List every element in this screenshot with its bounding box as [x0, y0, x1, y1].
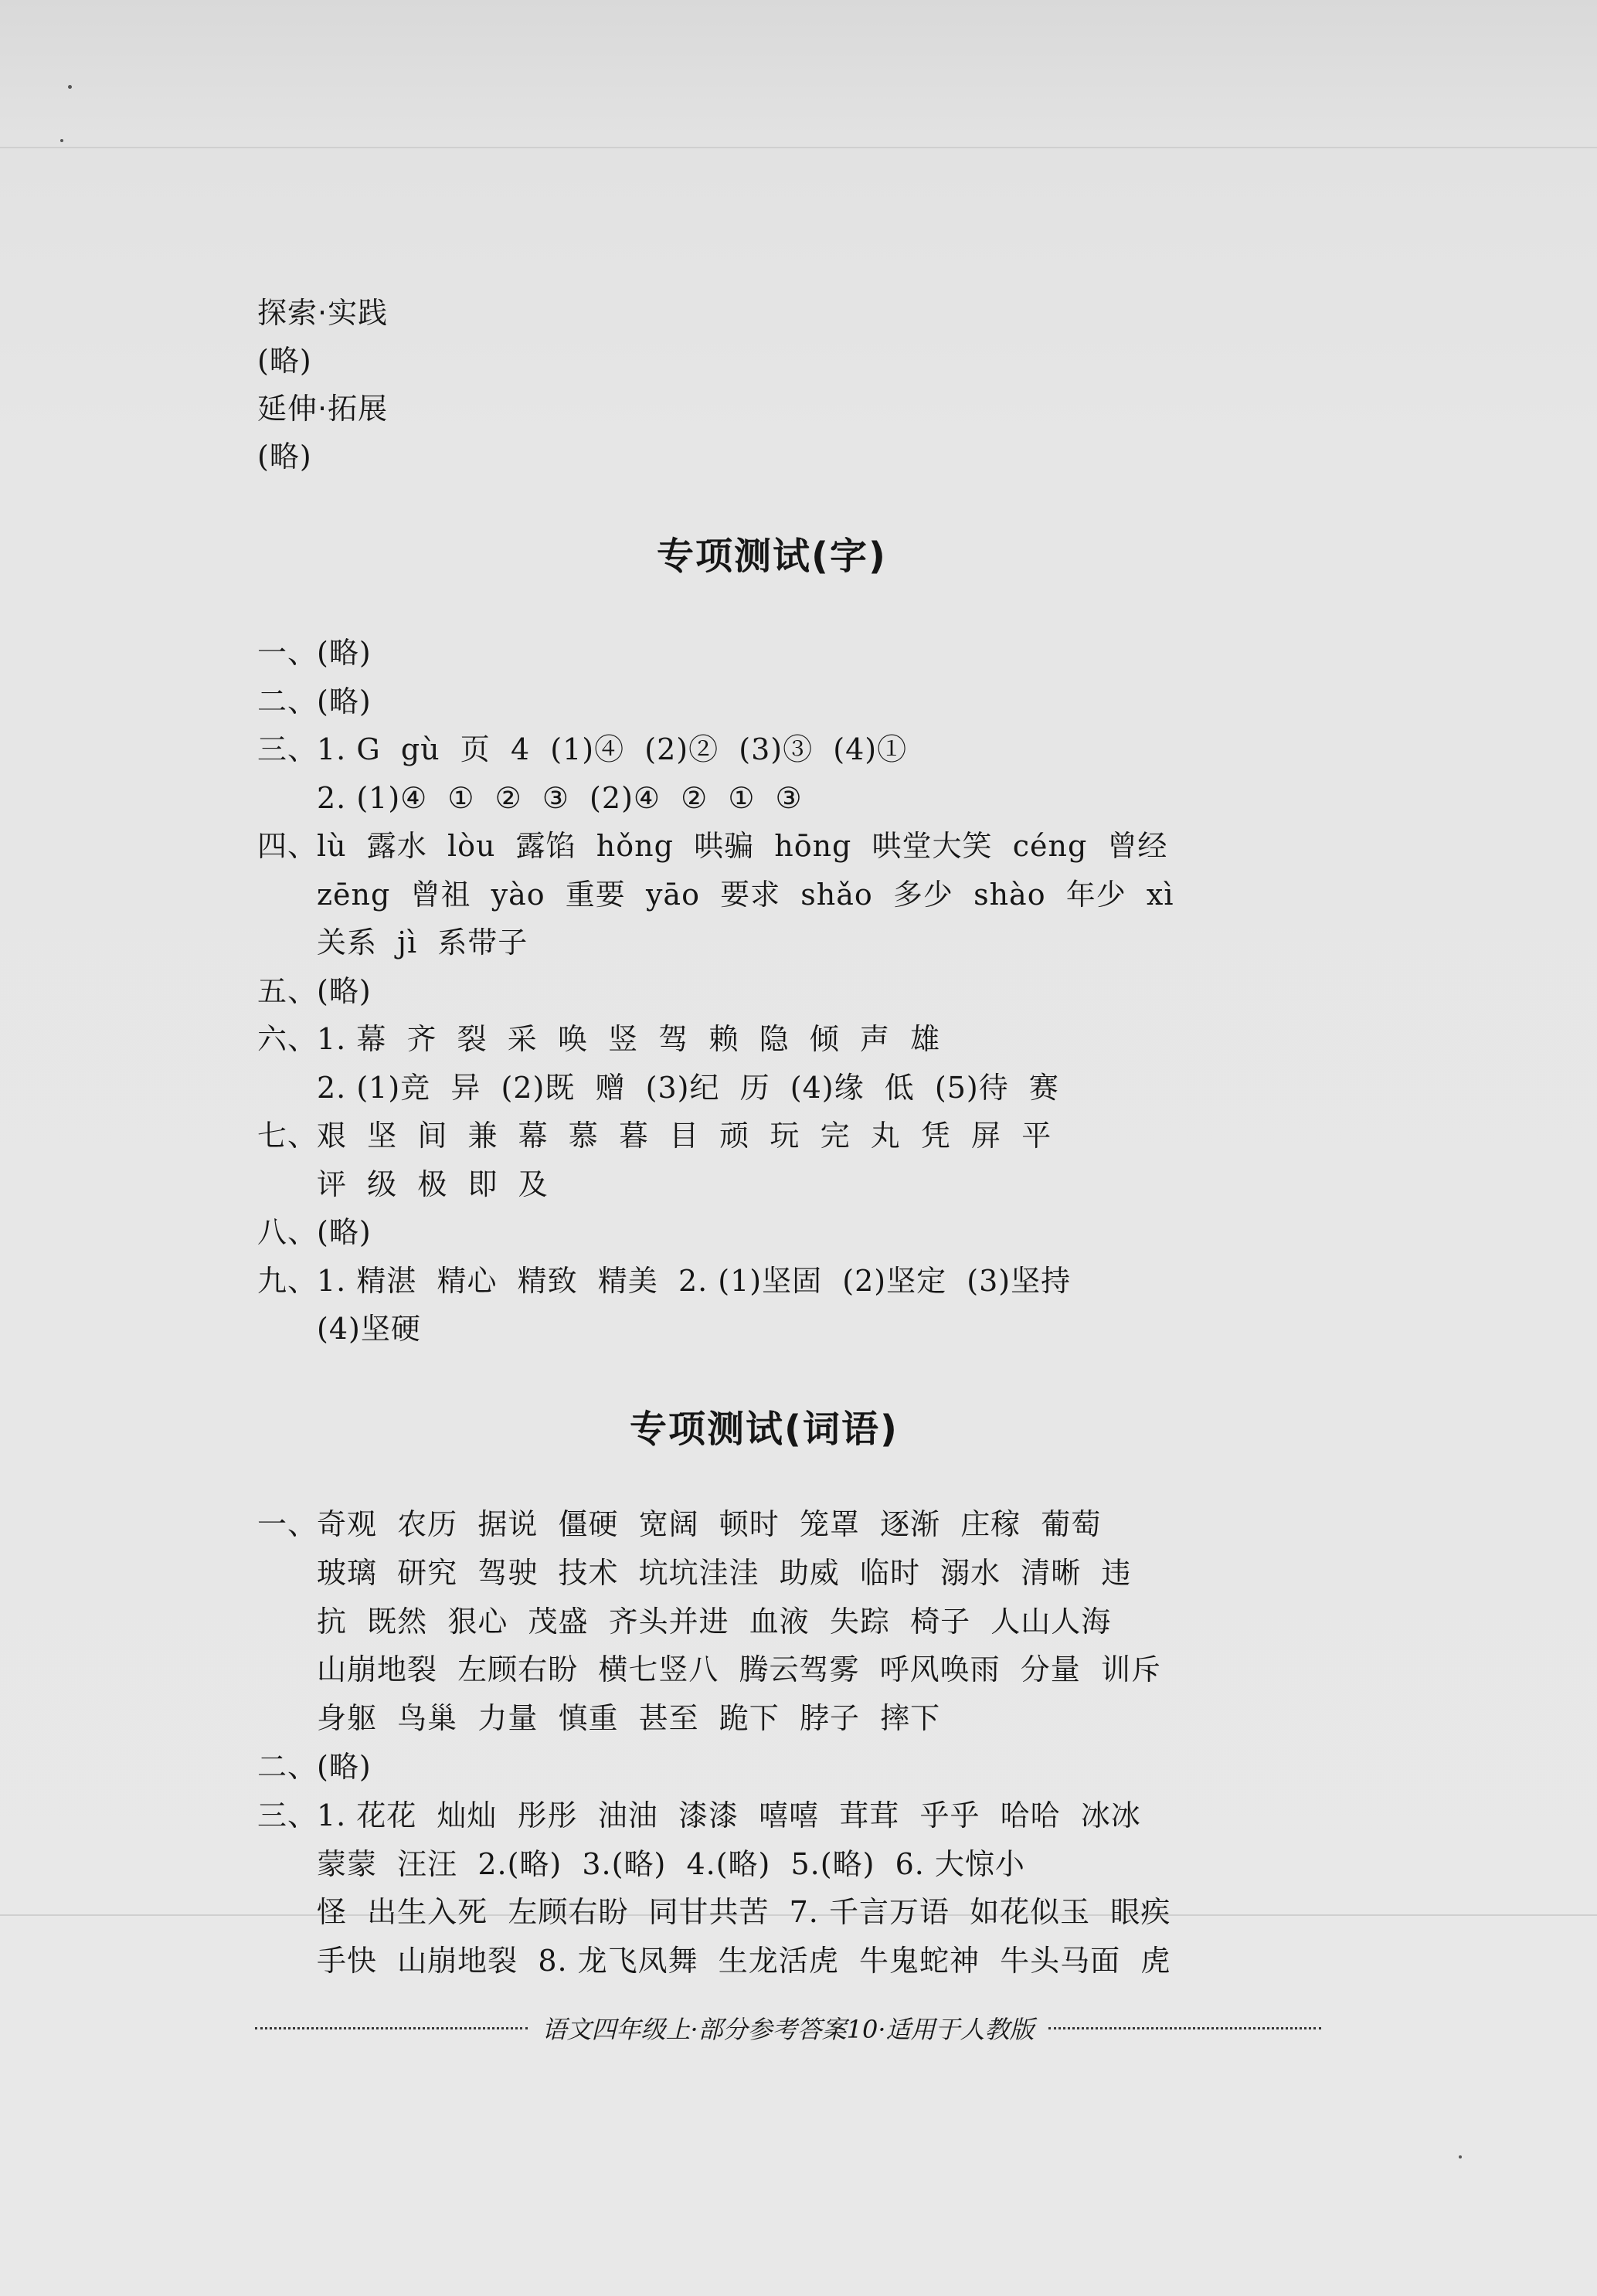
- answer-line: 1. 花花 灿灿 彤彤 油油 漆漆 嘻嘻 茸茸 乎乎 哈哈 冰冰: [317, 1798, 1141, 1832]
- page-footer: [255, 2009, 1321, 2047]
- answer-line: (略): [317, 1215, 372, 1249]
- question-label: 九、: [257, 1263, 318, 1298]
- answer-line: 1. 幕 齐 裂 采 唤 竖 驾 赖 隐 倾 声 雄: [317, 1022, 941, 1056]
- answer-line: 玻璃 研究 驾驶 技术 坑坑洼洼 助威 临时 溺水 清晰 违: [317, 1555, 1132, 1590]
- answer-line: zēng 曾祖 yào 重要 yāo 要求 shǎo 多少 shào 年少 xì: [317, 877, 1174, 912]
- explore-note: (略): [257, 344, 312, 378]
- answer-line: lù 露水 lòu 露馅 hǒng 哄骗 hōng 哄堂大笑 céng 曾经: [317, 829, 1168, 863]
- answer-line: 1. G gù 页 4 (1)④ (2)② (3)③ (4)①: [317, 732, 908, 766]
- question-label: 八、: [257, 1215, 318, 1249]
- question-label: 四、: [257, 829, 318, 863]
- extend-note: (略): [257, 440, 312, 474]
- answer-line: (4)坚硬: [317, 1312, 421, 1346]
- question-label: 一、: [257, 636, 318, 670]
- answer-line: 怪 出生入死 左顾右盼 同甘共苦 7. 千言万语 如花似玉 眼疾: [317, 1895, 1171, 1930]
- answer-line: 山崩地裂 左顾右盼 横七竖八 腾云驾雾 呼风唤雨 分量 训斥: [317, 1652, 1161, 1687]
- question-label: 一、: [257, 1507, 318, 1541]
- answer-line: 1. 精湛 精心 精致 精美 2. (1)坚固 (2)坚定 (3)坚持: [317, 1263, 1072, 1298]
- answer-line: 奇观 农历 据说 僵硬 宽阔 顿时 笼罩 逐渐 庄稼 葡萄: [317, 1507, 1102, 1541]
- answer-line: 评 级 极 即 及: [317, 1167, 549, 1201]
- question-label: 六、: [257, 1022, 318, 1056]
- answer-line: 关系 jì 系带子: [317, 926, 528, 959]
- question-label: 七、: [257, 1119, 318, 1153]
- scan-speck: [60, 139, 63, 142]
- answer-line: 蒙蒙 汪汪 2.(略) 3.(略) 4.(略) 5.(略) 6. 大惊小: [317, 1846, 1025, 1881]
- question-label: 五、: [257, 973, 318, 1008]
- footer-dots-right: [1048, 2027, 1321, 2029]
- answer-line: 2. (1)④ ① ② ③ (2)④ ② ① ③: [317, 780, 803, 815]
- footer-text: 语文四年级上·部分参考答案10·适用于人教版: [542, 2015, 1035, 2044]
- section-title-zi: 专项测试(字): [657, 535, 887, 578]
- question-label: 三、: [257, 732, 318, 766]
- scan-speck: [68, 85, 72, 89]
- fold-line-top: [0, 147, 1597, 148]
- answer-line: 手快 山崩地裂 8. 龙飞凤舞 生龙活虎 牛鬼蛇神 牛头马面 虎: [317, 1944, 1171, 1978]
- explore-heading: 探索·实践: [257, 296, 389, 330]
- answer-line: (略): [317, 973, 372, 1008]
- answer-line: (略): [317, 684, 372, 718]
- extend-heading: 延伸·拓展: [257, 392, 389, 426]
- footer-dots-left: [255, 2027, 528, 2029]
- answer-line: 抗 既然 狠心 茂盛 齐头并进 血液 失踪 椅子 人山人海: [317, 1604, 1112, 1639]
- answer-line: 2. (1)竞 异 (2)既 赠 (3)纪 历 (4)缘 低 (5)待 赛: [317, 1070, 1059, 1105]
- section-title-ciyu: 专项测试(词语): [630, 1408, 899, 1451]
- answer-line: 艰 坚 间 兼 幕 慕 暮 目 顽 玩 完 丸 凭 屏 平: [317, 1119, 1052, 1153]
- question-label: 三、: [257, 1798, 318, 1832]
- answer-line: (略): [317, 636, 372, 670]
- answer-line: 身躯 鸟巢 力量 慎重 甚至 跪下 脖子 摔下: [317, 1701, 941, 1736]
- scan-speck: [1459, 2155, 1462, 2158]
- answer-line: (略): [317, 1750, 372, 1784]
- question-label: 二、: [257, 684, 318, 718]
- question-label: 二、: [257, 1750, 318, 1784]
